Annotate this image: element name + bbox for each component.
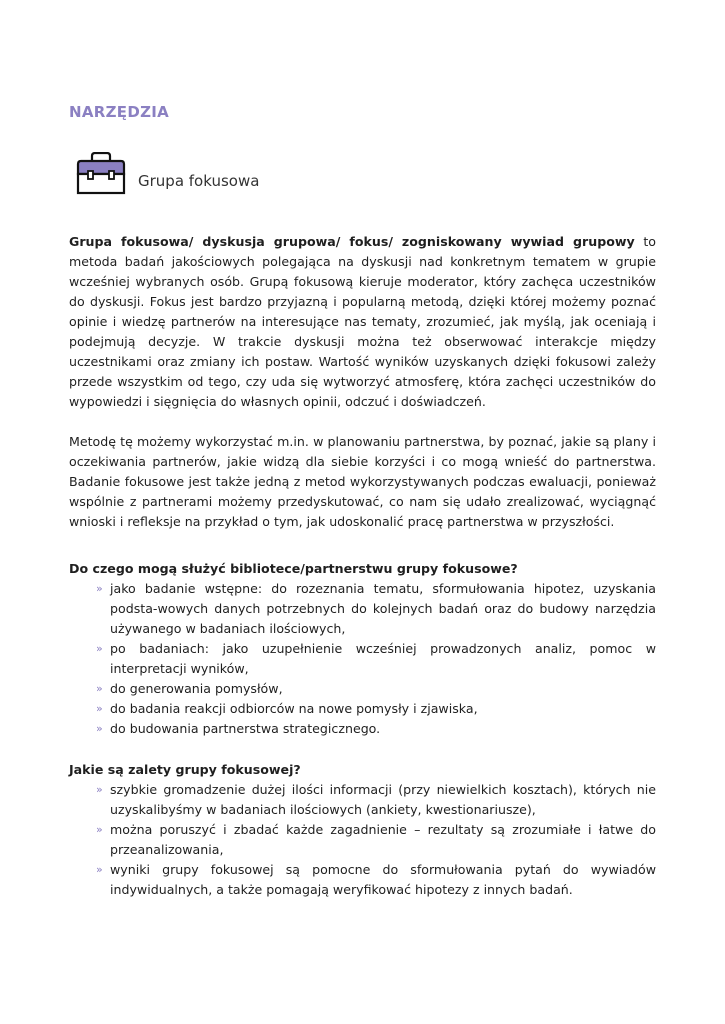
list-item: » do generowania pomysłów, <box>69 679 656 699</box>
section-title: NARZĘDZIA <box>69 103 170 121</box>
bullet-icon: » <box>96 642 103 655</box>
uses-heading: Do czego mogą służyć bibliotece/partnerstwu grupy fokusowe? <box>69 561 518 576</box>
list-item: » po badaniach: jako uzupełnienie wcześniej prowadzonych analiz, pomoc w interpretacji wyników, <box>96 641 656 676</box>
advantages-section <box>69 760 656 900</box>
toolbox-icon <box>75 152 127 196</box>
list-item: » jako badanie wstępne: do rozeznania tematu, sformułowania hipotez, uzyskania podsta-wowych danych potrzebnych do kolejnych badań oraz do budowy narzędzia używanego w badaniach ilościowych, <box>96 581 656 636</box>
intro-term: Grupa fokusowa/ dyskusja grupowa/ fokus/ zogniskowany wywiad grupowy <box>69 234 635 249</box>
second-paragraph: Metodę tę możemy wykorzystać m.in. w planowaniu partnerstwa, by poznać, jakie są plany i oczekiwania partnerów, jakie widzą dla siebie korzyści i co mogą wnieść do partnerstwa. Badanie fokusowe jest także jedną z metod wykorzystywanych podczas ewaluacji, ponieważ wspólnie z partnerami możemy przedyskutować, co nam się udało zrealizować, wyciągnąć wnioski i refleksje na przykład o tym, jak udoskonalić pracę partnerstwa w przyszłości. <box>69 434 656 529</box>
advantages-list <box>69 780 656 900</box>
uses-section <box>69 559 656 739</box>
bullet-icon: » <box>96 582 103 595</box>
intro-text: to metoda badań jakościowych polegająca na dyskusji nad konkretnym tematem w grupie wcześniej wybranych osób. Grupą fokusową kieruje moderator, który zachęca uczestników do dyskusji. Fokus jest bardzo przyjazną i popularną metodą, dzięki której możemy poznać opinie i wiedzę partnerów na interesujące nas tematy, zrozumieć, jak myślą, jak oceniają i podejmują decyzje. W trakcie dyskusji można też obserwować interakcje między uczestnikami oraz zmiany ich postaw. Wartość wyników uzyskanych dzięki fokusowi zależy przede wszystkim od tego, czy uda się wytworzyć atmosferę, która zachęci uczestników do wypowiedzi i sięgnięcia do własnych opinii, odczuć i doświadczeń. <box>69 234 656 409</box>
bullet-icon: » <box>96 823 103 836</box>
bullet-icon: » <box>96 702 103 715</box>
tool-label: Grupa fokusowa <box>138 172 260 190</box>
uses-list <box>69 579 656 739</box>
bullet-icon: » <box>96 863 103 876</box>
intro-paragraph-block <box>69 232 656 412</box>
bullet-icon: » <box>96 783 103 796</box>
intro-paragraph <box>69 232 656 412</box>
bullet-icon: » <box>96 722 103 735</box>
tool-header <box>75 152 259 196</box>
bullet-icon: » <box>96 682 103 695</box>
list-item: » do budowania partnerstwa strategicznego. <box>69 719 656 739</box>
list-item: » można poruszyć i zbadać każde zagadnienie – rezultaty są zrozumiałe i łatwe do przeanalizowania, <box>96 822 656 857</box>
advantages-heading: Jakie są zalety grupy fokusowej? <box>69 762 301 777</box>
second-paragraph-block <box>69 432 656 532</box>
list-item: » do badania reakcji odbiorców na nowe pomysły i zjawiska, <box>69 699 656 719</box>
list-item: » szybkie gromadzenie dużej ilości informacji (przy niewielkich kosztach), których nie uzyskalibyśmy w badaniach ilościowych (ankiety, kwestionariusze), <box>96 782 656 817</box>
list-item: » wyniki grupy fokusowej są pomocne do sformułowania pytań do wywiadów indywidualnych, a także pomagają weryfikować hipotezy z innych badań. <box>96 862 656 897</box>
